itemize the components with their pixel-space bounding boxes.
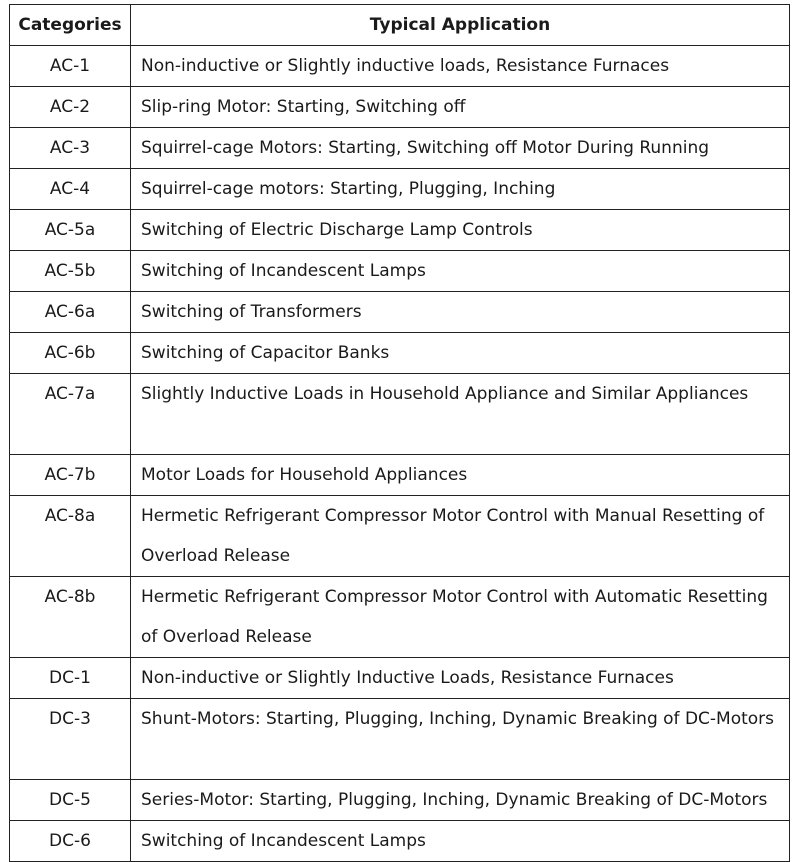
- table-row: [10, 46, 790, 87]
- table-row: [10, 128, 790, 169]
- application-cell: Hermetic Refrigerant Compressor Motor Control with Manual Resetting of Overload Release: [131, 496, 790, 577]
- category-cell: AC-6b: [10, 333, 131, 374]
- category-cell: AC-2: [10, 87, 131, 128]
- category-cell: AC-3: [10, 128, 131, 169]
- table-row: [10, 374, 790, 455]
- category-cell: DC-5: [10, 780, 131, 821]
- header-categories: Categories: [10, 5, 131, 46]
- application-cell: Switching of Transformers: [131, 292, 790, 333]
- table-row: [10, 455, 790, 496]
- application-cell: Slightly Inductive Loads in Household Appliance and Similar Appliances: [131, 374, 790, 455]
- application-cell: Hermetic Refrigerant Compressor Motor Control with Automatic Resetting of Overload Release: [131, 577, 790, 658]
- application-cell: Switching of Capacitor Banks: [131, 333, 790, 374]
- category-cell: DC-3: [10, 699, 131, 780]
- application-cell: Non-inductive or Slightly inductive loads, Resistance Furnaces: [131, 46, 790, 87]
- header-typical-application: Typical Application: [131, 5, 790, 46]
- category-cell: AC-8a: [10, 496, 131, 577]
- category-cell: AC-7a: [10, 374, 131, 455]
- table-row: [10, 210, 790, 251]
- table-row: [10, 658, 790, 699]
- category-cell: AC-8b: [10, 577, 131, 658]
- category-cell: DC-6: [10, 821, 131, 862]
- table-row: [10, 333, 790, 374]
- application-cell: Slip-ring Motor: Starting, Switching off: [131, 87, 790, 128]
- category-cell: AC-5b: [10, 251, 131, 292]
- application-cell: Switching of Electric Discharge Lamp Controls: [131, 210, 790, 251]
- category-cell: AC-4: [10, 169, 131, 210]
- application-cell: Switching of Incandescent Lamps: [131, 251, 790, 292]
- application-cell: Shunt-Motors: Starting, Plugging, Inching, Dynamic Breaking of DC-Motors: [131, 699, 790, 780]
- category-cell: DC-1: [10, 658, 131, 699]
- table-row: [10, 251, 790, 292]
- application-cell: Squirrel-cage motors: Starting, Plugging, Inching: [131, 169, 790, 210]
- application-cell: Switching of Incandescent Lamps: [131, 821, 790, 862]
- table-row: [10, 169, 790, 210]
- application-cell: Squirrel-cage Motors: Starting, Switching off Motor During Running: [131, 128, 790, 169]
- application-cell: Series-Motor: Starting, Plugging, Inching, Dynamic Breaking of DC-Motors: [131, 780, 790, 821]
- table-row: [10, 496, 790, 577]
- category-cell: AC-6a: [10, 292, 131, 333]
- table-row: [10, 780, 790, 821]
- table-header-row: [10, 5, 790, 46]
- table-row: [10, 577, 790, 658]
- table-row: [10, 292, 790, 333]
- table-row: [10, 699, 790, 780]
- application-cell: Motor Loads for Household Appliances: [131, 455, 790, 496]
- utilization-category-table: [9, 4, 790, 862]
- category-cell: AC-1: [10, 46, 131, 87]
- category-cell: AC-7b: [10, 455, 131, 496]
- category-cell: AC-5a: [10, 210, 131, 251]
- application-cell: Non-inductive or Slightly Inductive Loads, Resistance Furnaces: [131, 658, 790, 699]
- table-row: [10, 821, 790, 862]
- table-row: [10, 87, 790, 128]
